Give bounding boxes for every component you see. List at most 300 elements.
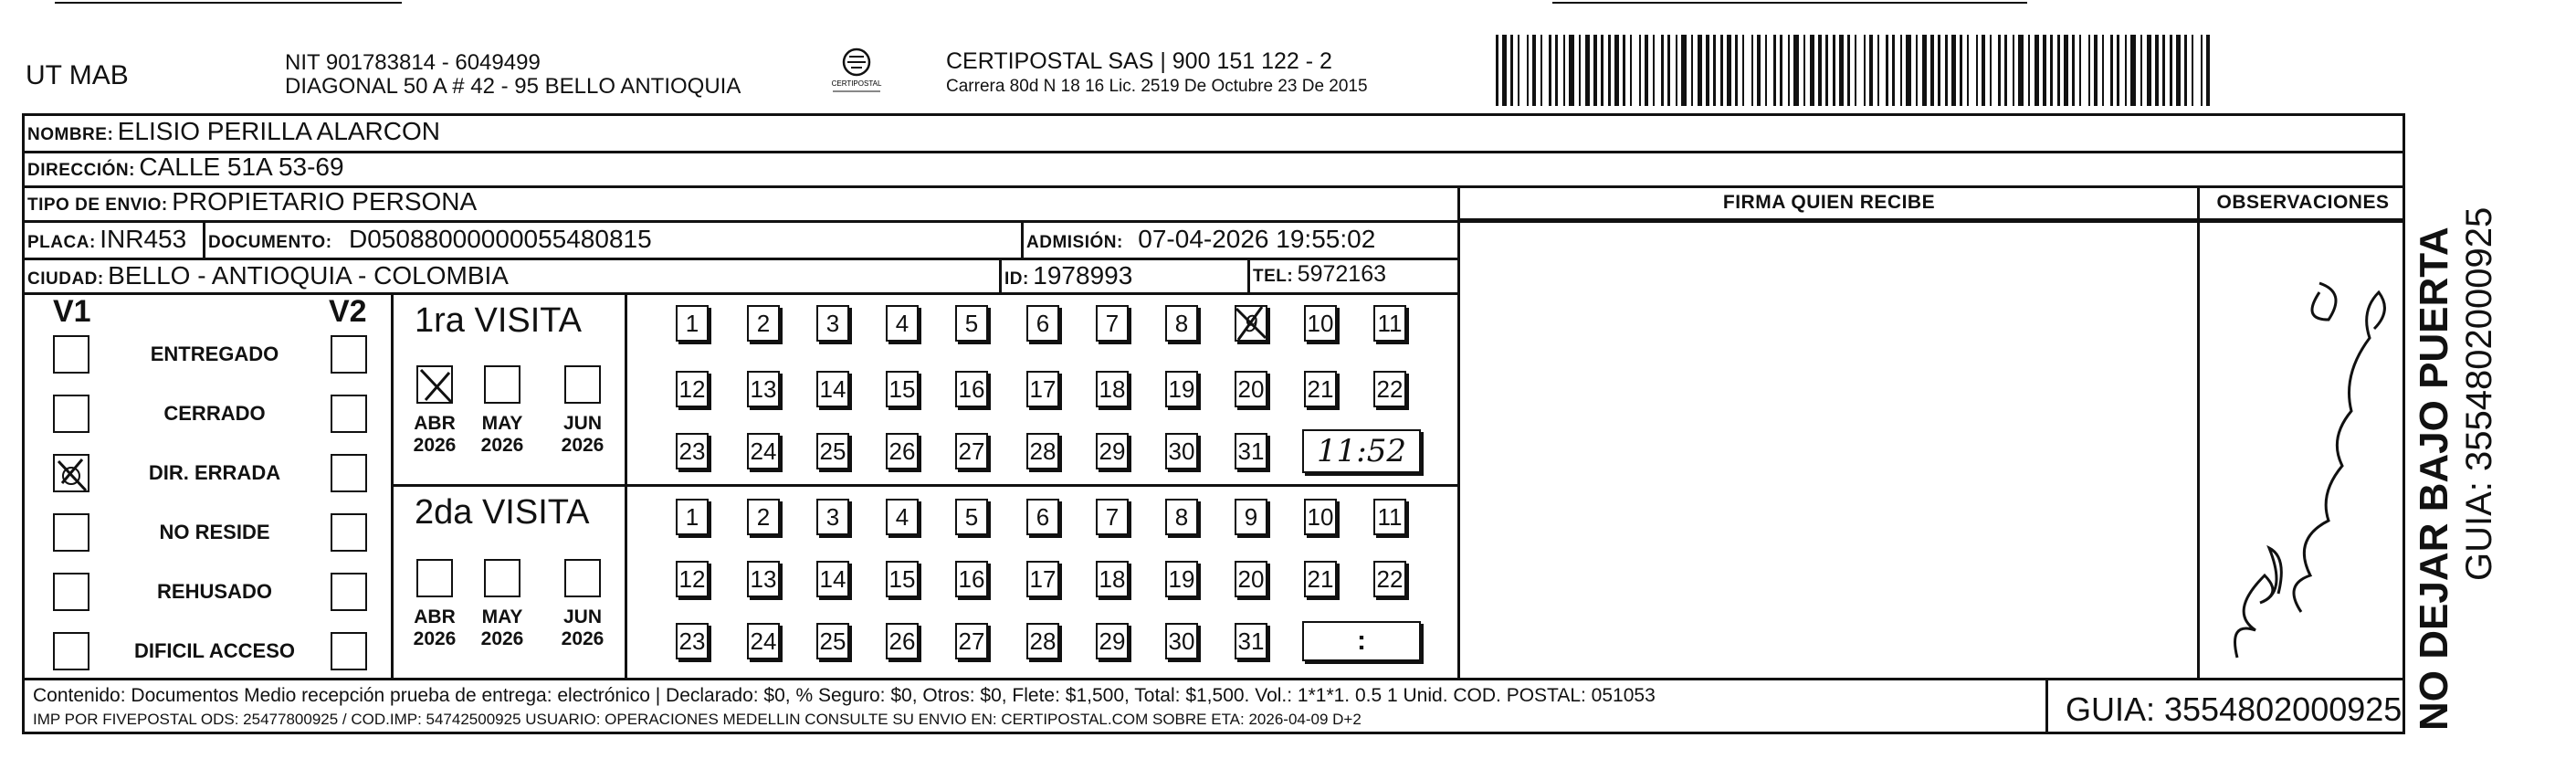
footer-line-2: IMP POR FIVEPOSTAL ODS: 25477800925 / COD.IMP: 54742500925 USUARIO: OPERACIONES MEDELLIN CONSULTE SU ENVIO EN: CERTIPOSTAL.COM SOBRE ETA: 2026-04-09 D+2 — [33, 711, 1362, 728]
day-number: 1 — [685, 502, 699, 531]
day-number: 18 — [1099, 374, 1126, 403]
month-name: ABR — [414, 413, 456, 434]
carrier-license: Carrera 80d N 18 16 Lic. 2519 De Octubre 23 De 2015 — [946, 77, 1368, 96]
tel-label: TEL: — [1253, 267, 1294, 286]
visit-time-1[interactable] — [1302, 429, 1421, 473]
day-cell[interactable] — [1373, 561, 1406, 597]
day-cell[interactable] — [1165, 561, 1198, 597]
month-year: 2026 — [561, 435, 605, 457]
barcode-bar — [1976, 35, 1978, 106]
barcode-bar — [2206, 35, 2210, 106]
barcode-bar — [2072, 35, 2075, 106]
day-cell[interactable] — [886, 623, 919, 659]
barcode-bar — [1502, 35, 1507, 106]
day-number: 24 — [750, 627, 777, 655]
day-number: 7 — [1105, 502, 1120, 531]
svg-text:CERTIPOSTAL: CERTIPOSTAL — [831, 79, 882, 88]
ciudad-value: BELLO - ANTIOQUIA - COLOMBIA — [108, 261, 509, 290]
day-cell[interactable] — [816, 305, 849, 342]
barcode-bar — [2064, 35, 2068, 106]
day-cell[interactable] — [955, 623, 988, 659]
company-name: UT MAB — [26, 60, 129, 90]
day-cell[interactable] — [886, 305, 919, 342]
day-cell[interactable] — [816, 561, 849, 597]
day-number: 6 — [1036, 502, 1050, 531]
barcode — [1496, 35, 2217, 108]
status-v1-checkbox[interactable] — [53, 335, 89, 374]
status-v1-checkbox[interactable] — [53, 454, 89, 492]
day-cell[interactable] — [1235, 371, 1267, 407]
barcode-bar — [1630, 35, 1632, 106]
certipostal-logo — [827, 46, 886, 97]
barcode-bar — [2050, 35, 2053, 106]
day-cell[interactable] — [747, 433, 780, 469]
month-year: 2026 — [561, 628, 605, 650]
day-number: 12 — [678, 374, 706, 403]
day-number: 29 — [1099, 627, 1126, 655]
day-cell[interactable] — [816, 623, 849, 659]
barcode-bar — [2155, 35, 2159, 106]
status-v2-checkbox[interactable] — [331, 395, 367, 433]
barcode-bar — [2140, 35, 2142, 106]
barcode-bar — [2176, 35, 2181, 106]
barcode-bar — [1869, 35, 1873, 106]
day-number: 14 — [819, 374, 846, 403]
obs-divider — [2197, 185, 2200, 678]
barcode-bar — [1877, 35, 1879, 106]
month-name: JUN — [563, 413, 602, 434]
footer-line-1: Contenido: Documentos Medio recepción prueba de entrega: electrónico | Declarado: $0, % Seguro: $0, Otros: $0, Flete: $1,500, Total: $1,500. Vol.: 1*1*1. 0.5 1 Unid. COD. POSTAL: 051053 — [33, 685, 1656, 706]
day-number: 10 — [1307, 502, 1334, 531]
day-cell[interactable] — [886, 371, 919, 407]
nombre-label: NOMBRE: — [27, 125, 114, 144]
barcode-bar — [1698, 35, 1702, 106]
cross-mark-icon — [1235, 305, 1267, 342]
day-cell[interactable] — [1235, 305, 1267, 342]
day-number: 21 — [1307, 374, 1334, 403]
day-number: 26 — [888, 627, 916, 655]
barcode-bar — [1614, 35, 1619, 106]
barcode-bar — [2125, 35, 2127, 106]
day-number: 21 — [1307, 564, 1334, 593]
day-cell[interactable] — [816, 499, 849, 535]
day-cell[interactable] — [886, 433, 919, 469]
day-number: 17 — [1029, 374, 1057, 403]
id-value: 1978993 — [1033, 261, 1133, 290]
day-cell[interactable] — [1235, 561, 1267, 597]
placa-label: PLACA: — [27, 233, 96, 252]
direccion-row — [27, 153, 344, 182]
barcode-bar — [1527, 35, 1529, 106]
day-number: 6 — [1036, 309, 1050, 337]
month-label — [555, 606, 610, 650]
v2-label: V2 — [329, 294, 367, 329]
day-number: 16 — [958, 374, 985, 403]
ciudad-label: CIUDAD: — [27, 269, 104, 289]
day-cell[interactable] — [1026, 561, 1059, 597]
day-number: 18 — [1099, 564, 1126, 593]
barcode-bar — [1886, 35, 1888, 106]
barcode-bar — [1667, 35, 1670, 106]
documento-value: D05088000000055480815 — [349, 225, 652, 253]
day-number: 16 — [958, 564, 985, 593]
barcode-bar — [1938, 35, 1940, 106]
barcode-bar — [1847, 35, 1850, 106]
month-year: 2026 — [480, 435, 524, 457]
admision-cell — [1026, 225, 1375, 254]
obs-header-line — [1457, 218, 2405, 220]
barcode-bar — [1661, 35, 1664, 106]
barcode-bar — [1916, 35, 1918, 106]
barcode-bar — [1982, 35, 1985, 106]
barcode-bar — [1532, 35, 1536, 106]
day-cell[interactable] — [747, 305, 780, 342]
barcode-bar — [1922, 35, 1927, 106]
month-year: 2026 — [413, 435, 457, 457]
barcode-bar — [1676, 35, 1677, 106]
firma-label: FIRMA QUIEN RECIBE — [1722, 192, 1936, 213]
placa-cell — [27, 225, 186, 254]
day-cell[interactable] — [1235, 499, 1267, 535]
barcode-bar — [1549, 35, 1551, 106]
day-number: 13 — [750, 564, 777, 593]
barcode-bar — [1720, 35, 1723, 106]
barcode-bar — [1839, 35, 1844, 106]
barcode-bar — [1639, 35, 1641, 106]
row-divider — [22, 151, 2405, 153]
row-divider — [22, 220, 2405, 223]
day-number: 4 — [895, 309, 909, 337]
day-number: 4 — [895, 502, 909, 531]
day-number: 29 — [1099, 437, 1126, 465]
documento-cell — [208, 225, 652, 254]
barcode-bar — [1735, 35, 1738, 106]
direccion-label: DIRECCIÓN: — [27, 161, 135, 180]
barcode-bar — [1945, 35, 1948, 106]
barcode-bar — [2035, 35, 2039, 106]
day-cell[interactable] — [676, 371, 709, 407]
placa-value: INR453 — [100, 225, 187, 253]
day-cell[interactable] — [955, 433, 988, 469]
month-checkbox[interactable] — [484, 365, 520, 404]
day-cell[interactable] — [1373, 305, 1406, 342]
month-year: 2026 — [480, 628, 524, 650]
day-number: 2 — [756, 309, 771, 337]
status-v1-checkbox[interactable] — [53, 395, 89, 433]
admision-label: ADMISIÓN: — [1026, 233, 1123, 252]
barcode-bar — [1990, 35, 1992, 106]
visit-time-2-value: : — [1357, 626, 1366, 656]
day-number: 13 — [750, 374, 777, 403]
day-number: 17 — [1029, 564, 1057, 593]
company-address: DIAGONAL 50 A # 42 - 95 BELLO ANTIOQUIA — [285, 74, 741, 99]
month-label — [555, 413, 610, 457]
barcode-bar — [1713, 35, 1716, 106]
month-checkbox[interactable] — [564, 365, 601, 404]
barcode-bar — [1691, 35, 1693, 106]
barcode-bar — [1555, 35, 1558, 106]
barcode-bar — [1892, 35, 1895, 106]
day-cell[interactable] — [676, 433, 709, 469]
status-label: CERRADO — [163, 402, 266, 425]
footer-guia: GUIA: 3554802000925 — [2066, 690, 2403, 728]
day-cell[interactable] — [676, 499, 709, 535]
barcode-bar — [1601, 35, 1603, 106]
status-label: ENTREGADO — [150, 343, 279, 365]
row-divider — [22, 258, 1457, 260]
barcode-bar — [2088, 35, 2090, 106]
month-checkbox[interactable] — [416, 365, 453, 404]
barcode-bar — [1593, 35, 1597, 106]
day-cell[interactable] — [1096, 499, 1129, 535]
day-cell[interactable] — [955, 305, 988, 342]
top-rule-right — [1552, 2, 2027, 4]
day-cell[interactable] — [1165, 499, 1198, 535]
barcode-bar — [2184, 35, 2187, 106]
barcode-bar — [1742, 35, 1744, 106]
day-cell[interactable] — [1096, 433, 1129, 469]
day-cell[interactable] — [886, 499, 919, 535]
side-warning-text: NO DEJAR BAJO PUERTA — [2412, 227, 2456, 731]
firma-header — [1461, 192, 2197, 214]
day-cell[interactable] — [1165, 305, 1198, 342]
day-cell[interactable] — [676, 561, 709, 597]
barcode-bar — [1773, 35, 1776, 106]
day-number: 28 — [1029, 437, 1057, 465]
day-number: 10 — [1307, 309, 1334, 337]
day-number: 1 — [685, 309, 699, 337]
observaciones-label: OBSERVACIONES — [2216, 192, 2390, 213]
barcode-bar — [1788, 35, 1790, 106]
barcode-bar — [1518, 35, 1519, 106]
day-cell[interactable] — [1096, 305, 1129, 342]
status-v2-checkbox[interactable] — [331, 573, 367, 611]
barcode-bar — [2043, 35, 2046, 106]
status-v2-checkbox[interactable] — [331, 513, 367, 552]
cell-divider — [999, 259, 1002, 294]
barcode-bar — [2094, 35, 2098, 106]
day-number: 25 — [819, 627, 846, 655]
day-cell[interactable] — [1026, 305, 1059, 342]
id-cell — [1004, 261, 1132, 290]
day-number: 5 — [964, 309, 979, 337]
day-cell[interactable] — [1235, 433, 1267, 469]
barcode-bar — [2057, 35, 2060, 106]
day-number: 28 — [1029, 627, 1057, 655]
barcode-bar — [1510, 35, 1513, 106]
day-number: 9 — [1244, 309, 1258, 337]
month-label — [407, 606, 462, 650]
day-cell[interactable] — [1373, 371, 1406, 407]
barcode-bar — [1998, 35, 2001, 106]
month-year: 2026 — [413, 628, 457, 650]
checkmark-x-icon — [55, 456, 91, 494]
day-cell[interactable] — [1026, 499, 1059, 535]
day-cell[interactable] — [1026, 433, 1059, 469]
month-label — [475, 413, 530, 457]
day-cell[interactable] — [1165, 371, 1198, 407]
day-number: 30 — [1168, 627, 1195, 655]
day-cell[interactable] — [955, 561, 988, 597]
footer-guia-divider — [2045, 678, 2048, 734]
month-label — [407, 413, 462, 457]
day-cell[interactable] — [747, 499, 780, 535]
barcode-bar — [1780, 35, 1782, 106]
day-number: 23 — [678, 437, 706, 465]
barcode-bar — [1653, 35, 1655, 106]
barcode-bar — [1765, 35, 1767, 106]
day-number: 7 — [1105, 309, 1120, 337]
day-cell[interactable] — [816, 371, 849, 407]
admision-value: 07-04-2026 19:55:02 — [1138, 225, 1376, 253]
day-number: 22 — [1376, 374, 1404, 403]
barcode-bar — [2004, 35, 2007, 106]
status-v2-checkbox[interactable] — [331, 632, 367, 670]
tipo-row — [27, 187, 477, 216]
barcode-bar — [1864, 35, 1866, 106]
day-cell[interactable] — [886, 561, 919, 597]
barcode-bar — [2201, 35, 2203, 106]
barcode-bar — [1645, 35, 1648, 106]
top-rule — [55, 2, 402, 4]
row-divider — [22, 292, 1457, 295]
barcode-bar — [1681, 35, 1687, 106]
month-checkbox[interactable] — [484, 559, 520, 597]
tipo-value: PROPIETARIO PERSONA — [172, 187, 478, 216]
status-v1-checkbox[interactable] — [53, 573, 89, 611]
day-number: 27 — [958, 627, 985, 655]
day-number: 30 — [1168, 437, 1195, 465]
tipo-label: TIPO DE ENVIO: — [27, 195, 168, 215]
day-cell[interactable] — [676, 305, 709, 342]
tel-cell — [1253, 261, 1386, 288]
barcode-bar — [2018, 35, 2024, 106]
day-number: 11 — [1377, 502, 1403, 531]
barcode-bar — [1825, 35, 1828, 106]
day-cell[interactable] — [747, 623, 780, 659]
barcode-bar — [2130, 35, 2136, 106]
status-v1-checkbox[interactable] — [53, 513, 89, 552]
month-checkbox[interactable] — [416, 559, 453, 597]
day-cell[interactable] — [1165, 623, 1198, 659]
month-name: ABR — [414, 606, 456, 627]
day-cell[interactable] — [747, 371, 780, 407]
day-number: 15 — [888, 564, 916, 593]
day-cell[interactable] — [1304, 305, 1337, 342]
status-label: DIR. ERRADA — [148, 461, 281, 484]
status-label: DIFICIL ACCESO — [133, 639, 295, 662]
day-cell[interactable] — [1304, 561, 1337, 597]
direccion-value: CALLE 51A 53-69 — [139, 153, 344, 181]
month-name: MAY — [481, 413, 523, 434]
day-cell[interactable] — [816, 433, 849, 469]
day-cell[interactable] — [955, 499, 988, 535]
day-number: 8 — [1174, 309, 1189, 337]
day-number: 24 — [750, 437, 777, 465]
day-cell[interactable] — [1373, 499, 1406, 535]
barcode-bar — [1569, 35, 1574, 106]
day-cell[interactable] — [747, 561, 780, 597]
barcode-bar — [1608, 35, 1611, 106]
cell-divider — [1021, 223, 1024, 258]
day-cell[interactable] — [1235, 623, 1267, 659]
company-nit: NIT 901783814 - 6049499 — [285, 50, 541, 75]
day-number: 20 — [1237, 564, 1265, 593]
day-number: 26 — [888, 437, 916, 465]
checkmark-x-icon — [418, 367, 455, 406]
day-number: 14 — [819, 564, 846, 593]
nombre-row — [27, 117, 440, 146]
barcode-bar — [1900, 35, 1902, 106]
barcode-bar — [1930, 35, 1934, 106]
day-number: 2 — [756, 502, 771, 531]
second-visit-label: 2da VISITA — [415, 493, 590, 532]
day-cell[interactable] — [1304, 499, 1337, 535]
side-guia-text: GUIA: 3554802000925 — [2459, 206, 2499, 581]
barcode-bar — [2102, 35, 2104, 106]
day-number: 11 — [1377, 309, 1403, 337]
day-number: 15 — [888, 374, 916, 403]
day-cell[interactable] — [1026, 623, 1059, 659]
tel-value: 5972163 — [1297, 261, 1386, 287]
barcode-bar — [2192, 35, 2193, 106]
barcode-bar — [2079, 35, 2081, 106]
month-checkbox[interactable] — [564, 559, 601, 597]
barcode-bar — [1757, 35, 1761, 106]
barcode-bar — [2117, 35, 2119, 106]
day-cell[interactable] — [1026, 371, 1059, 407]
status-label: REHUSADO — [157, 580, 272, 603]
day-cell[interactable] — [955, 371, 988, 407]
status-v2-checkbox[interactable] — [331, 454, 367, 492]
status-v1-checkbox[interactable] — [53, 632, 89, 670]
barcode-bar — [2147, 35, 2151, 106]
barcode-bar — [1540, 35, 1542, 106]
observaciones-header — [2201, 192, 2405, 214]
day-number: 27 — [958, 437, 985, 465]
day-cell[interactable] — [1304, 371, 1337, 407]
barcode-bar — [1563, 35, 1565, 106]
day-number: 12 — [678, 564, 706, 593]
status-label: NO RESIDE — [159, 521, 270, 543]
barcode-bar — [1793, 35, 1799, 106]
day-number: 5 — [964, 502, 979, 531]
barcode-bar — [1818, 35, 1822, 106]
visit-time-2[interactable] — [1302, 621, 1421, 661]
barcode-bar — [1833, 35, 1835, 106]
barcode-bar — [2110, 35, 2113, 106]
month-name: JUN — [563, 606, 602, 627]
day-cell[interactable] — [1165, 433, 1198, 469]
nombre-value: ELISIO PERILLA ALARCON — [117, 117, 441, 145]
barcode-bar — [2013, 35, 2014, 106]
day-cell[interactable] — [676, 623, 709, 659]
v1-label: V1 — [53, 294, 91, 329]
day-cell[interactable] — [1096, 561, 1129, 597]
day-number: 8 — [1174, 502, 1189, 531]
day-cell[interactable] — [1096, 371, 1129, 407]
id-label: ID: — [1004, 269, 1029, 289]
day-cell[interactable] — [1096, 623, 1129, 659]
barcode-bar — [1967, 35, 1969, 106]
month-label — [475, 606, 530, 650]
barcode-bar — [1585, 35, 1590, 106]
cell-divider — [1247, 259, 1250, 294]
barcode-bar — [1706, 35, 1709, 106]
day-number: 31 — [1237, 627, 1265, 655]
day-number: 19 — [1168, 564, 1195, 593]
status-v2-checkbox[interactable] — [331, 335, 367, 374]
